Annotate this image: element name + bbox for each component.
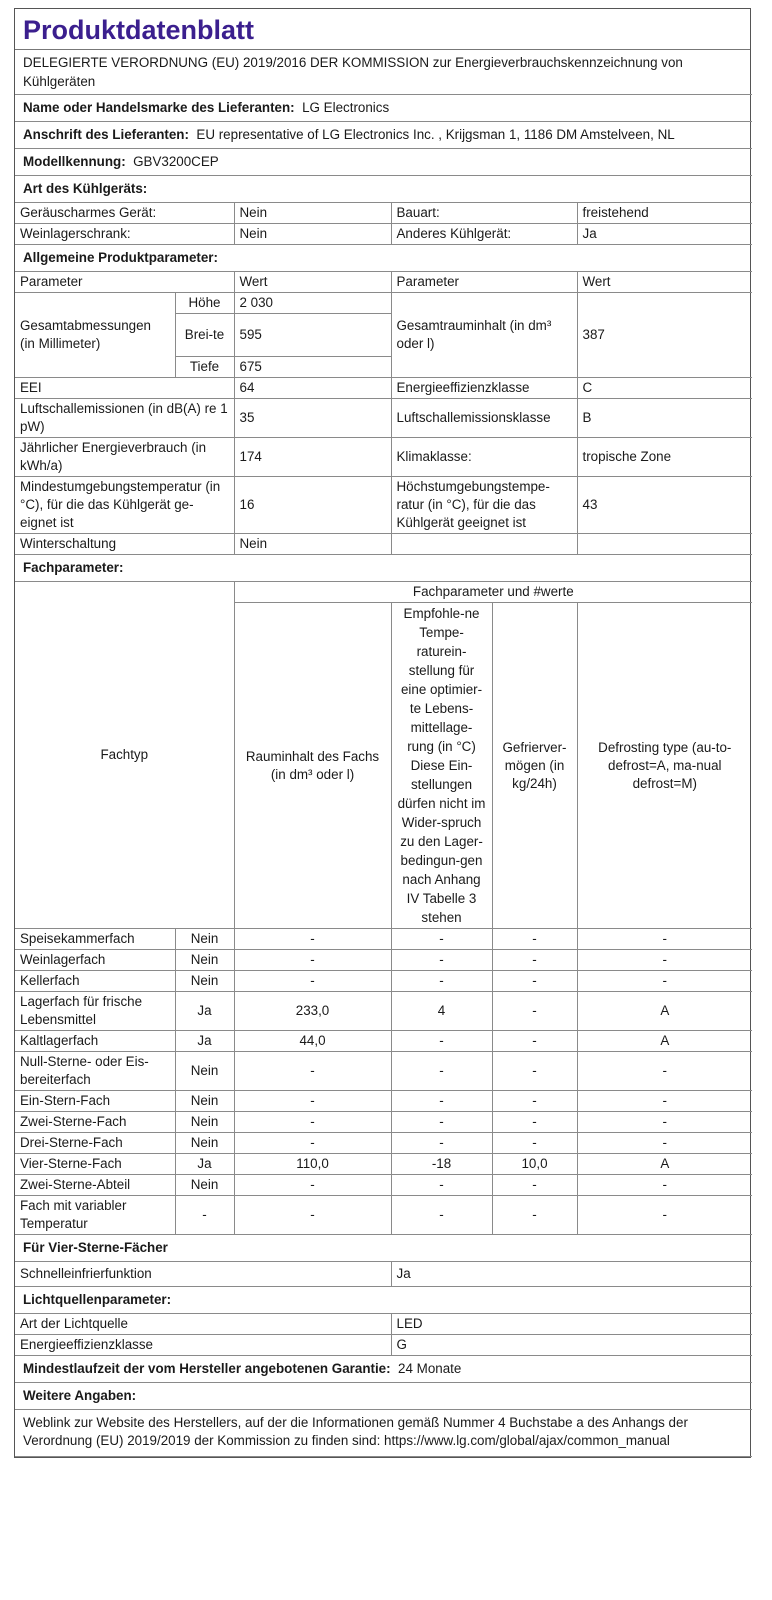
compartment-freeze: - <box>492 1133 577 1154</box>
general-param-header-2: Parameter <box>391 272 577 293</box>
compartment-defrost: - <box>577 1175 752 1196</box>
compartment-volume: - <box>234 1052 391 1091</box>
compartments-heading: Fachparameter: <box>15 555 752 582</box>
light-value: LED <box>391 1314 752 1335</box>
more-heading: Weitere Angaben: <box>15 1383 752 1410</box>
winter-empty-2 <box>577 534 752 555</box>
winter-value: Nein <box>234 534 391 555</box>
general-value-header-2: Wert <box>577 272 752 293</box>
more-text: Weblink zur Website des Herstellers, auf der die Informationen gemäß Nummer 4 Buchstabe a des Anhangs der Verordnung (EU) 2019/2019 der Kommission zu finden sind: https://www.lg.com/global/ajax/common_manual <box>15 1410 752 1457</box>
address-label: Anschrift des Lieferanten: <box>23 127 189 142</box>
compartment-temp: - <box>391 1196 492 1235</box>
compartment-freeze: - <box>492 971 577 992</box>
width-value: 595 <box>234 314 391 357</box>
warranty-value: 24 Monate <box>398 1361 462 1376</box>
light-label: Art der Lichtquelle <box>15 1314 391 1335</box>
table-row <box>15 1112 752 1133</box>
compartment-defrost: - <box>577 971 752 992</box>
compartment-volume: - <box>234 971 391 992</box>
width-label: Brei-te <box>175 314 234 357</box>
compartment-name: Vier-Sterne-Fach <box>15 1154 175 1175</box>
compartment-present: Nein <box>175 929 234 950</box>
compartment-present: Ja <box>175 1154 234 1175</box>
general-row <box>15 477 752 534</box>
compartment-freeze: - <box>492 1175 577 1196</box>
compartment-defrost: - <box>577 1091 752 1112</box>
param-label: EEI <box>15 378 234 399</box>
compartment-name: Zwei-Sterne-Fach <box>15 1112 175 1133</box>
type-value-2: freistehend <box>577 203 752 224</box>
general-row <box>15 378 752 399</box>
table-row <box>15 929 752 950</box>
compartment-temp: - <box>391 1133 492 1154</box>
param-label-2: Energieeffizienzklasse <box>391 378 577 399</box>
compartment-name: Zwei-Sterne-Abteil <box>15 1175 175 1196</box>
compartment-freeze: - <box>492 1112 577 1133</box>
table-row <box>15 1196 752 1235</box>
compartment-volume: - <box>234 1196 391 1235</box>
param-value: 174 <box>234 438 391 477</box>
compartment-name: Ein-Stern-Fach <box>15 1091 175 1112</box>
compartment-temp: -18 <box>391 1154 492 1175</box>
param-label-2: Luftschallemissionsklasse <box>391 399 577 438</box>
address-value: EU representative of LG Electronics Inc. , Krijgsman 1, 1186 DM Amstelveen, NL <box>196 127 675 142</box>
freeze-header: Gefrierver-mögen (in kg/24h) <box>492 603 577 929</box>
table-row <box>15 1154 752 1175</box>
compartment-temp: - <box>391 1175 492 1196</box>
compartment-temp: - <box>391 1031 492 1052</box>
warranty-row <box>15 1356 752 1383</box>
depth-value: 675 <box>234 357 391 378</box>
light-value: G <box>391 1335 752 1356</box>
compartment-defrost: A <box>577 992 752 1031</box>
page-title: Produktdatenblatt <box>15 9 750 50</box>
param-value: 35 <box>234 399 391 438</box>
compartment-volume: - <box>234 1175 391 1196</box>
type-label-2: Bauart: <box>391 203 577 224</box>
product-data-sheet <box>14 8 751 1458</box>
light-row <box>15 1335 752 1356</box>
compartment-volume: - <box>234 950 391 971</box>
compartment-name: Kaltlagerfach <box>15 1031 175 1052</box>
winter-label: Winterschaltung <box>15 534 234 555</box>
supplier-value: LG Electronics <box>302 100 390 115</box>
compartment-freeze: - <box>492 1196 577 1235</box>
model-label: Modellkennung: <box>23 154 126 169</box>
compartment-volume: - <box>234 1133 391 1154</box>
param-label: Mindestumgebungstemperatur (in °C), für die das Kühlgerät ge-eignet ist <box>15 477 234 534</box>
volume-header: Rauminhalt des Fachs (in dm³ oder l) <box>234 603 391 929</box>
compartment-present: Nein <box>175 971 234 992</box>
compartment-temp: - <box>391 929 492 950</box>
model-row <box>15 149 752 176</box>
type-row <box>15 203 752 224</box>
type-value: Nein <box>234 224 391 245</box>
table-row <box>15 971 752 992</box>
compartment-freeze: - <box>492 1052 577 1091</box>
compartment-volume: - <box>234 929 391 950</box>
table-row <box>15 1052 752 1091</box>
dimensions-label: Gesamtabmessungen (in Millimeter) <box>15 293 175 378</box>
compartments-table <box>15 582 752 1235</box>
four-star-heading: Für Vier-Sterne-Fächer <box>15 1235 752 1262</box>
compartment-volume: 233,0 <box>234 992 391 1031</box>
compartment-volume: - <box>234 1091 391 1112</box>
compartment-name: Speisekammerfach <box>15 929 175 950</box>
compartment-temp: - <box>391 1091 492 1112</box>
param-value: 64 <box>234 378 391 399</box>
model-value: GBV3200CEP <box>133 154 219 169</box>
address-row <box>15 122 752 149</box>
compartment-defrost: - <box>577 950 752 971</box>
param-value-2: B <box>577 399 752 438</box>
general-table <box>15 245 752 582</box>
param-label-2: Höchstumgebungstempe-ratur (in °C), für die das Kühlgerät geeignet ist <box>391 477 577 534</box>
footer-table <box>15 1235 752 1457</box>
compartment-freeze: - <box>492 992 577 1031</box>
compartment-name: Weinlagerfach <box>15 950 175 971</box>
compartment-temp: - <box>391 1112 492 1133</box>
winter-empty <box>391 534 577 555</box>
compartment-freeze: - <box>492 950 577 971</box>
defrost-header: Defrosting type (au-to-defrost=A, ma-nual defrost=M) <box>577 603 752 929</box>
compartment-freeze: 10,0 <box>492 1154 577 1175</box>
compartment-defrost: - <box>577 1133 752 1154</box>
type-value-2: Ja <box>577 224 752 245</box>
compartment-present: Nein <box>175 950 234 971</box>
compartment-temp: - <box>391 950 492 971</box>
compartment-name: Drei-Sterne-Fach <box>15 1133 175 1154</box>
table-row <box>15 1133 752 1154</box>
table-row <box>15 950 752 971</box>
compartment-volume: 44,0 <box>234 1031 391 1052</box>
compartment-defrost: - <box>577 1052 752 1091</box>
compartment-freeze: - <box>492 929 577 950</box>
param-label: Jährlicher Energieverbrauch (in kWh/a) <box>15 438 234 477</box>
param-label-2: Klimaklasse: <box>391 438 577 477</box>
depth-label: Tiefe <box>175 357 234 378</box>
compartment-defrost: - <box>577 1112 752 1133</box>
height-label: Höhe <box>175 293 234 314</box>
compartment-temp: - <box>391 1052 492 1091</box>
compartment-present: - <box>175 1196 234 1235</box>
type-label: Weinlagerschrank: <box>15 224 234 245</box>
general-value-header: Wert <box>234 272 391 293</box>
compartment-freeze: - <box>492 1091 577 1112</box>
general-row <box>15 438 752 477</box>
param-value-2: 43 <box>577 477 752 534</box>
compartment-name: Lagerfach für frische Lebensmittel <box>15 992 175 1031</box>
compartment-name: Null-Sterne- oder Eis-bereiterfach <box>15 1052 175 1091</box>
compartment-volume: 110,0 <box>234 1154 391 1175</box>
fachtyp-header: Fachtyp <box>15 582 234 929</box>
compartment-present: Ja <box>175 992 234 1031</box>
param-value-2: tropische Zone <box>577 438 752 477</box>
table-row <box>15 992 752 1031</box>
compartment-present: Nein <box>175 1052 234 1091</box>
compartment-present: Nein <box>175 1091 234 1112</box>
type-label-2: Anderes Kühlgerät: <box>391 224 577 245</box>
table-row <box>15 1091 752 1112</box>
volume-label: Gesamtrauminhalt (in dm³ oder l) <box>391 293 577 378</box>
group-header: Fachparameter und #werte <box>234 582 752 603</box>
compartment-defrost: - <box>577 1196 752 1235</box>
table-row <box>15 1175 752 1196</box>
supplier-row <box>15 95 752 122</box>
header-table <box>15 50 752 203</box>
light-row <box>15 1314 752 1335</box>
temp-header: Empfohle-ne Tempe-raturein-stellung für eine optimier-te Lebens-mittellage-rung (in °C) Diese Ein-stellungen dürfen nicht im Wider-spruch zu den Lager-bedingun-gen nach Anhang IV Tabelle 3 stehen <box>391 603 492 929</box>
compartment-freeze: - <box>492 1031 577 1052</box>
compartment-name: Fach mit variabler Temperatur <box>15 1196 175 1235</box>
quick-freeze-value: Ja <box>391 1262 752 1287</box>
compartment-present: Ja <box>175 1031 234 1052</box>
type-heading: Art des Kühlgeräts: <box>15 176 752 203</box>
general-row <box>15 399 752 438</box>
compartment-temp: - <box>391 971 492 992</box>
param-value: 16 <box>234 477 391 534</box>
compartment-defrost: - <box>577 929 752 950</box>
quick-freeze-label: Schnelleinfrierfunktion <box>15 1262 391 1287</box>
type-label: Geräuscharmes Gerät: <box>15 203 234 224</box>
compartment-present: Nein <box>175 1133 234 1154</box>
volume-value: 387 <box>577 293 752 378</box>
compartment-temp: 4 <box>391 992 492 1031</box>
height-value: 2 030 <box>234 293 391 314</box>
general-param-header: Parameter <box>15 272 234 293</box>
light-heading: Lichtquellenparameter: <box>15 1287 752 1314</box>
type-value: Nein <box>234 203 391 224</box>
compartment-volume: - <box>234 1112 391 1133</box>
compartment-name: Kellerfach <box>15 971 175 992</box>
regulation-text: DELEGIERTE VERORDNUNG (EU) 2019/2016 DER KOMMISSION zur Energieverbrauchskennzeichnung von Kühlgeräten <box>15 50 752 95</box>
param-value-2: C <box>577 378 752 399</box>
general-heading: Allgemeine Produktparameter: <box>15 245 752 272</box>
type-row <box>15 224 752 245</box>
compartment-present: Nein <box>175 1175 234 1196</box>
supplier-label: Name oder Handelsmarke des Lieferanten: <box>23 100 295 115</box>
param-label: Luftschallemissionen (in dB(A) re 1 pW) <box>15 399 234 438</box>
warranty-label: Mindestlaufzeit der vom Hersteller angebotenen Garantie: <box>23 1361 391 1376</box>
table-row <box>15 1031 752 1052</box>
compartment-present: Nein <box>175 1112 234 1133</box>
type-table <box>15 203 752 245</box>
compartment-defrost: A <box>577 1154 752 1175</box>
light-label: Energieeffizienzklasse <box>15 1335 391 1356</box>
compartment-defrost: A <box>577 1031 752 1052</box>
